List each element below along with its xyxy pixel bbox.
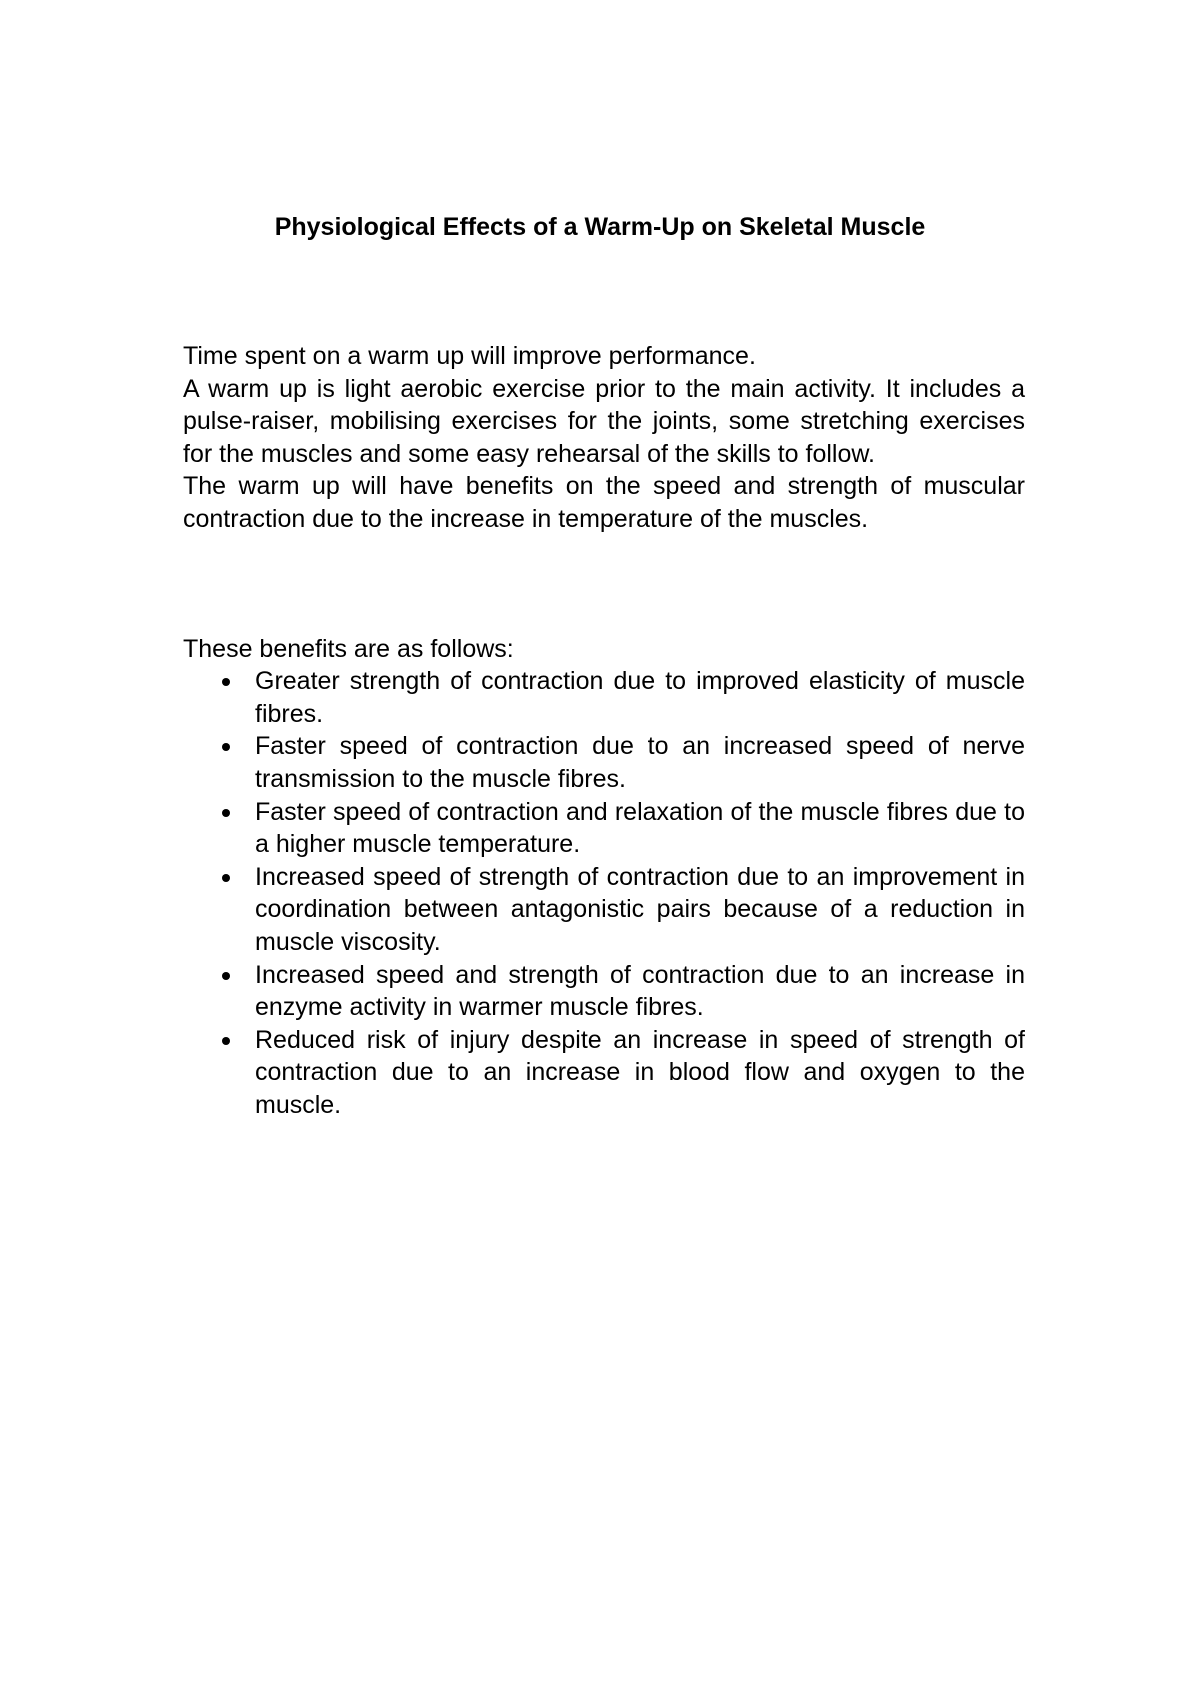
paragraph-intro: Time spent on a warm up will improve performance. xyxy=(183,342,756,370)
list-item xyxy=(183,959,1025,1024)
list-item-text: Reduced risk of injury despite an increase in speed of strength of contraction due to an increase in blood flow and oxygen to the muscle. xyxy=(255,1025,1025,1119)
bullet-icon xyxy=(222,678,230,686)
list-item-text: Increased speed and strength of contraction due to an increase in enzyme activity in warmer muscle fibres. xyxy=(255,960,1025,1022)
list-item xyxy=(183,665,1025,730)
bullet-icon xyxy=(222,809,230,817)
document-body xyxy=(183,340,1025,1121)
list-item-text: Faster speed of contraction and relaxation of the muscle fibres due to a higher muscle temperature. xyxy=(255,797,1025,859)
paragraph-definition: A warm up is light aerobic exercise prior to the main activity. It includes a pulse-raiser, mobilising exercises for the joints, some stretching exercises for the muscles and some easy rehearsal of the skills to follow. xyxy=(183,374,1025,468)
list-item xyxy=(183,796,1025,861)
document-title: Physiological Effects of a Warm-Up on Skeletal Muscle xyxy=(274,213,926,241)
bullet-icon xyxy=(222,1037,230,1045)
bullet-icon xyxy=(222,972,230,980)
list-intro: These benefits are as follows: xyxy=(183,634,514,663)
list-item-text: Greater strength of contraction due to improved elasticity of muscle fibres. xyxy=(255,667,1025,728)
list-item xyxy=(183,730,1025,795)
bullet-icon xyxy=(222,743,230,751)
list-item xyxy=(183,861,1025,959)
benefits-list xyxy=(183,665,1025,1121)
list-item-text: Increased speed of strength of contraction due to an improvement in coordination between antagonistic pairs because of a reduction in muscle viscosity. xyxy=(255,862,1025,956)
paragraph-benefits-summary: The warm up will have benefits on the speed and strength of muscular contraction due to the increase in temperature of the muscles. xyxy=(183,472,1025,533)
bullet-icon xyxy=(222,874,230,882)
section-gap xyxy=(183,536,1025,633)
list-item-text: Faster speed of contraction due to an increased speed of nerve transmission to the muscle fibres. xyxy=(255,732,1025,793)
list-item xyxy=(183,1024,1025,1122)
